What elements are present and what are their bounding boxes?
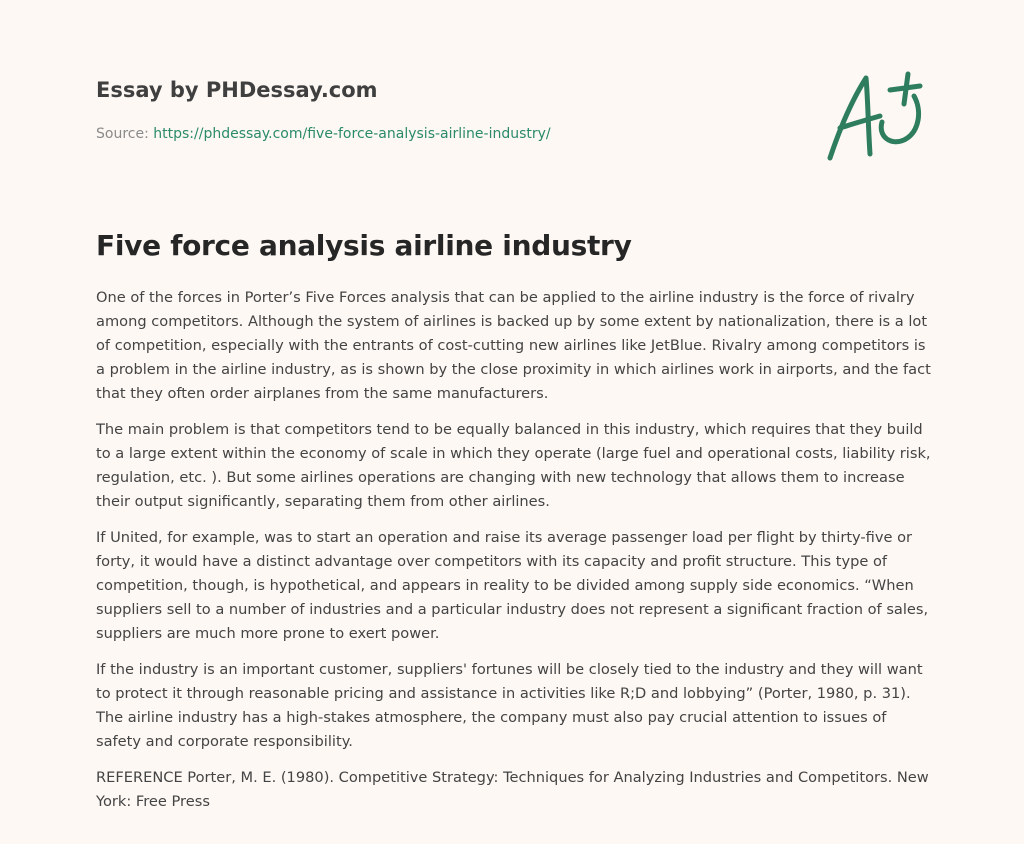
a-plus-logo-icon [822,66,930,166]
essay-paragraph-4: If the industry is an important customer, suppliers' fortunes will be closely tied to the industry and they will want to protect it through reasonable pricing and assistance in activities like R;D and lobbying” (Porter, 1980, p. 31). The airline industry has a high-stakes atmosphere, the company must also pay crucial attention to issues of safety and corporate responsibility. [96,661,923,750]
essay-title: Five force analysis airline industry [96,229,632,262]
essay-paragraph-2: The main problem is that competitors tend to be equally balanced in this industry, which requires that they build to a large extent within the economy of scale in which they operate (large fuel and operational costs, liability risk, regulation, etc. ). But some airlines operations are changing with new technology that allows them to increase their output significantly, separating them from other airlines. [96,421,931,510]
essay-paragraph-3: If United, for example, was to start an operation and raise its average passenger load per flight by thirty-five or forty, it would have a distinct advantage over competitors with its capacity and profit structure. This type of competition, though, is hypothetical, and appears in reality to be divided among supply side economics. “When suppliers sell to a number of industries and a particular industry does not represent a significant fraction of sales, suppliers are much more prone to exert power. [96,529,929,642]
essay-article [96,226,932,826]
source-link[interactable]: https://phdessay.com/five-force-analysis-airline-industry/ [153,126,551,142]
essay-paragraph-1: One of the forces in Porter’s Five Forces analysis that can be applied to the airline industry is the force of rivalry among competitors. Although the system of airlines is backed up by some extent by nationalization, there is a lot of competition, especially with the entrants of cost-cutting new airlines like JetBlue. Rivalry among competitors is a problem in the airline industry, as is shown by the close proximity in which airlines work in airports, and the fact that they often order airplanes from the same manufacturers. [96,289,931,402]
site-title: Essay by PHDessay.com [96,78,378,102]
reference-paragraph: REFERENCE Porter, M. E. (1980). Competitive Strategy: Techniques for Analyzing Industries and Competitors. New York: Free Press [96,769,929,810]
page-header [96,72,816,144]
source-label: Source: [96,126,149,142]
source-line [96,124,816,144]
